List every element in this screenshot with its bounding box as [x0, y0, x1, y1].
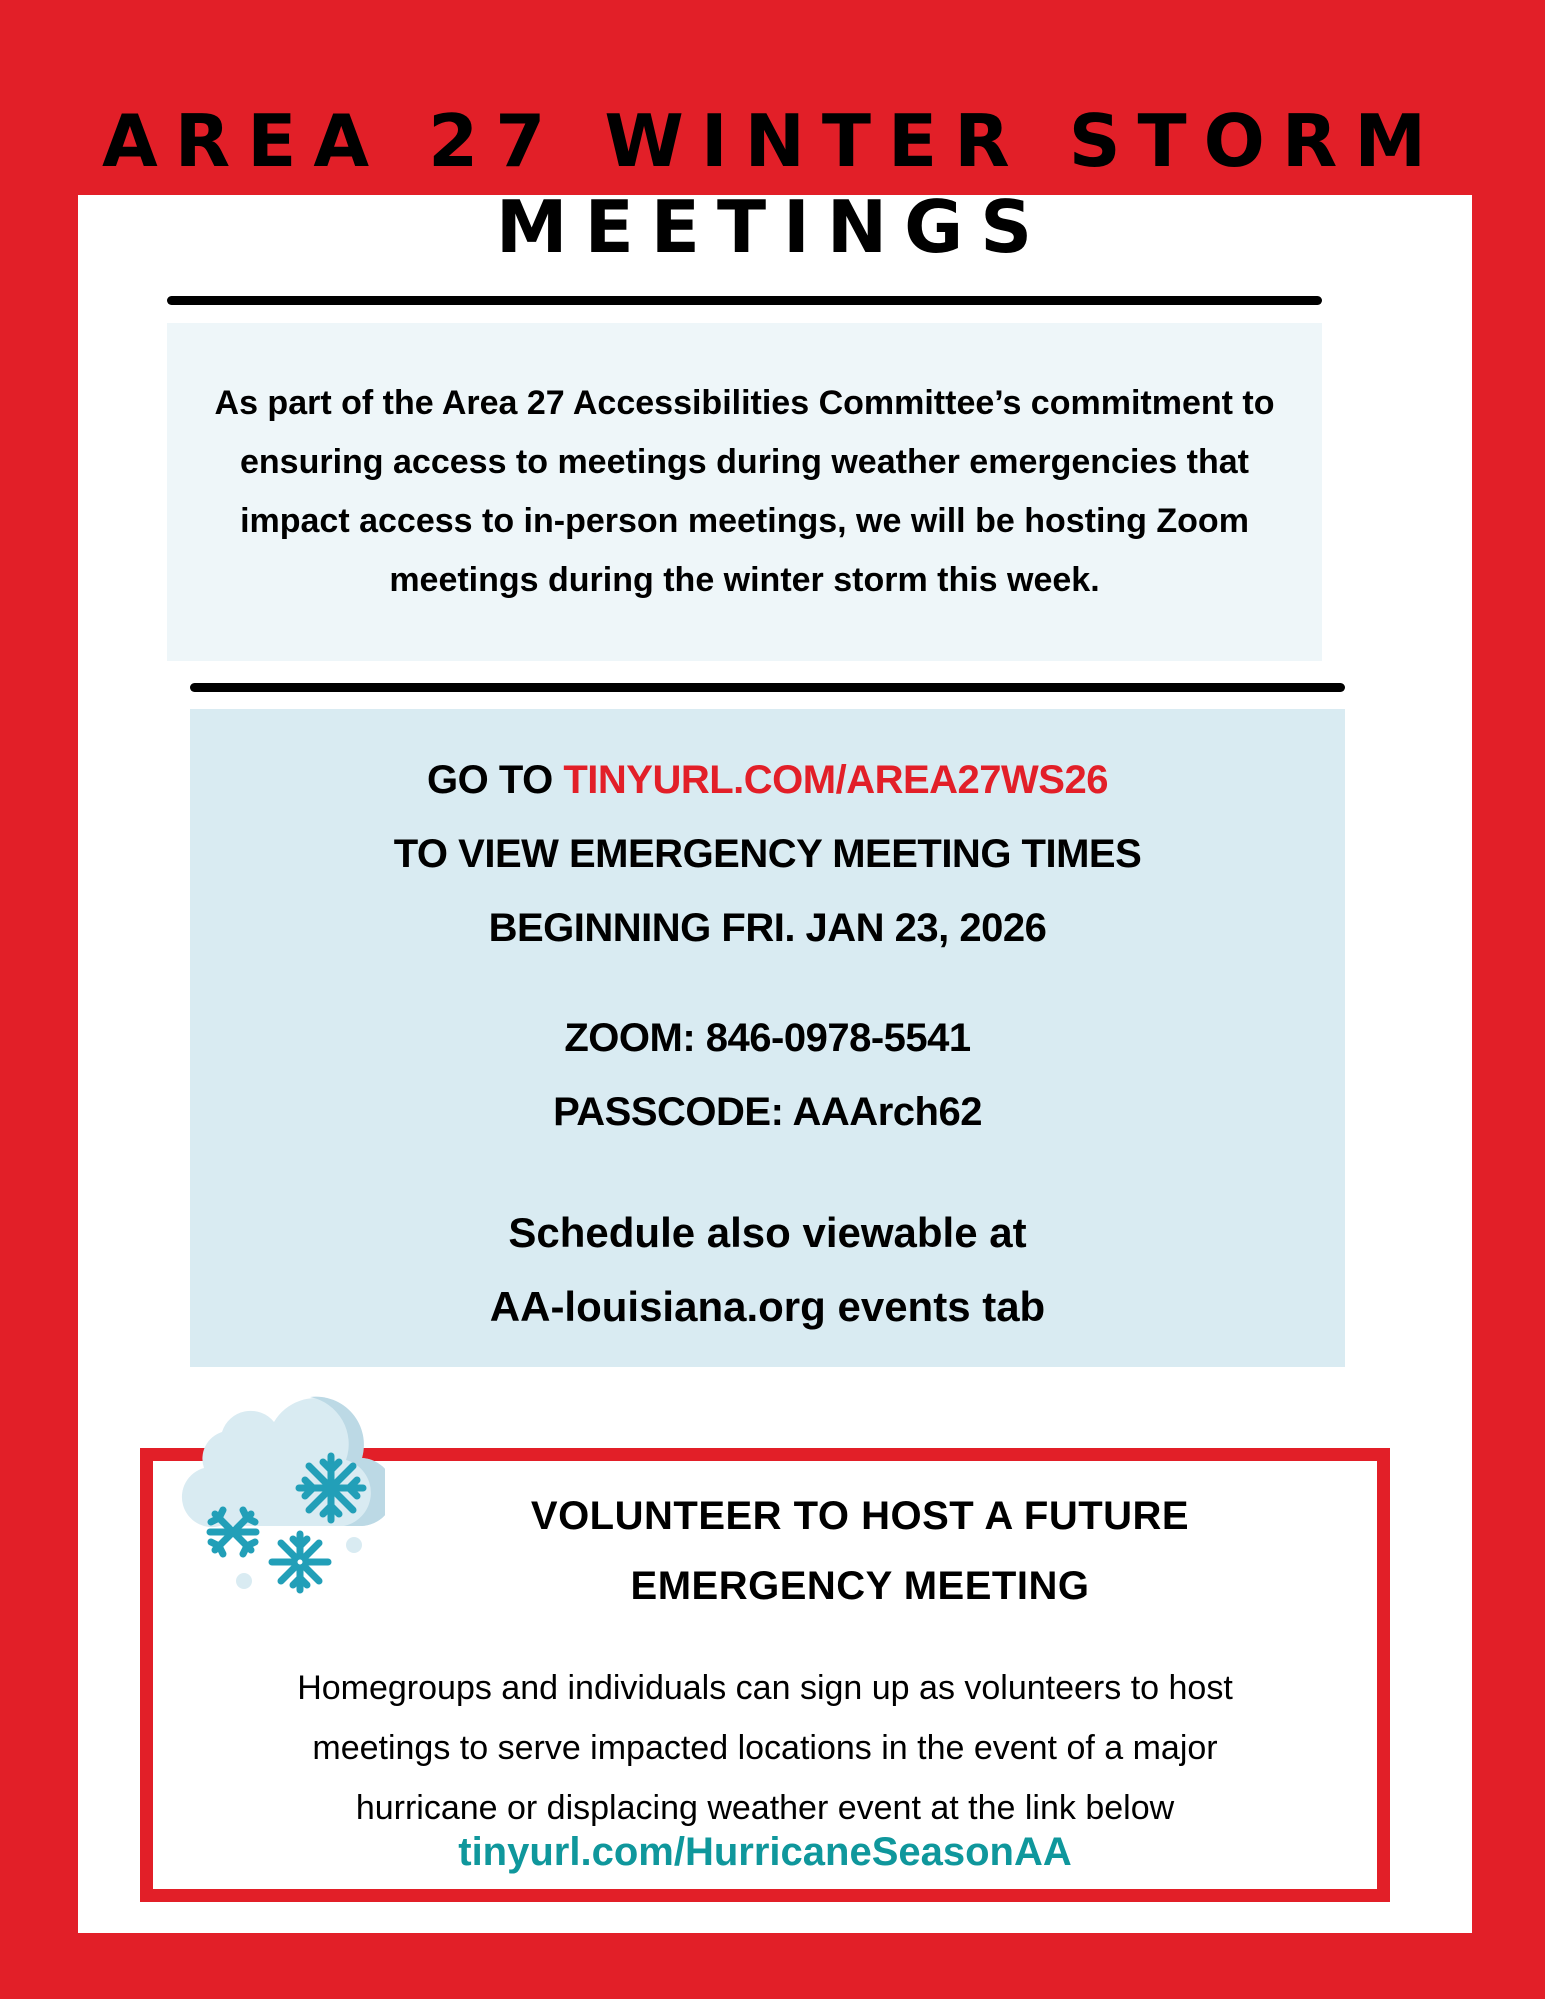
zoom-passcode: PASSCODE: AAArch62	[553, 1090, 982, 1134]
zoom-id: ZOOM: 846-0978-5541	[564, 1016, 971, 1060]
volunteer-link[interactable]: tinyurl.com/HurricaneSeasonAA	[458, 1830, 1072, 1874]
snowflake-large	[299, 1456, 363, 1520]
volunteer-body-line-2: meetings to serve impacted locations in the event of a major	[312, 1729, 1218, 1767]
go-to-line	[190, 743, 1345, 817]
volunteer-body-line-1: Homegroups and individuals can sign up as volunteers to host	[297, 1669, 1233, 1707]
schedule-alt-line-2[interactable]: AA-louisiana.org events tab	[489, 1283, 1046, 1330]
volunteer-heading	[383, 1481, 1337, 1621]
volunteer-heading-line-1: VOLUNTEER TO HOST A FUTURE	[530, 1494, 1190, 1538]
title-line-2: MEETINGS	[495, 185, 1050, 269]
volunteer-body	[153, 1658, 1377, 1838]
title-line-1: AREA 27 WINTER STORM	[102, 99, 1443, 183]
volunteer-body-line-3: hurricane or displacing weather event at the link below	[355, 1789, 1175, 1827]
snow-dot	[236, 1573, 252, 1589]
volunteer-heading-line-2: EMERGENCY MEETING	[630, 1564, 1090, 1608]
zoom-credentials	[190, 1001, 1345, 1149]
divider-middle	[190, 683, 1345, 692]
divider-top	[167, 296, 1322, 305]
snow-dot	[270, 1507, 286, 1523]
intro-box	[167, 323, 1322, 661]
schedule-link[interactable]: TINYURL.COM/AREA27WS26	[563, 758, 1108, 802]
snow-cloud-icon	[160, 1382, 385, 1607]
view-times-line: TO VIEW EMERGENCY MEETING TIMES	[393, 832, 1142, 876]
schedule-link-block	[190, 743, 1345, 965]
schedule-alt-line-1: Schedule also viewable at	[508, 1209, 1027, 1256]
intro-text: As part of the Area 27 Accessibilities Committee’s commitment to ensuring access to meetings during weather emergencies that impact access to in-person meetings, we will be hosting Zoom meetings during the winter storm this week.	[214, 384, 1275, 599]
schedule-alt-block	[190, 1196, 1345, 1344]
go-to-prefix: GO TO	[427, 758, 564, 802]
snowflake-bottom	[272, 1534, 328, 1590]
snow-dot	[346, 1537, 362, 1553]
meeting-info-box	[190, 709, 1345, 1367]
start-date-line: BEGINNING FRI. JAN 23, 2026	[488, 906, 1047, 950]
